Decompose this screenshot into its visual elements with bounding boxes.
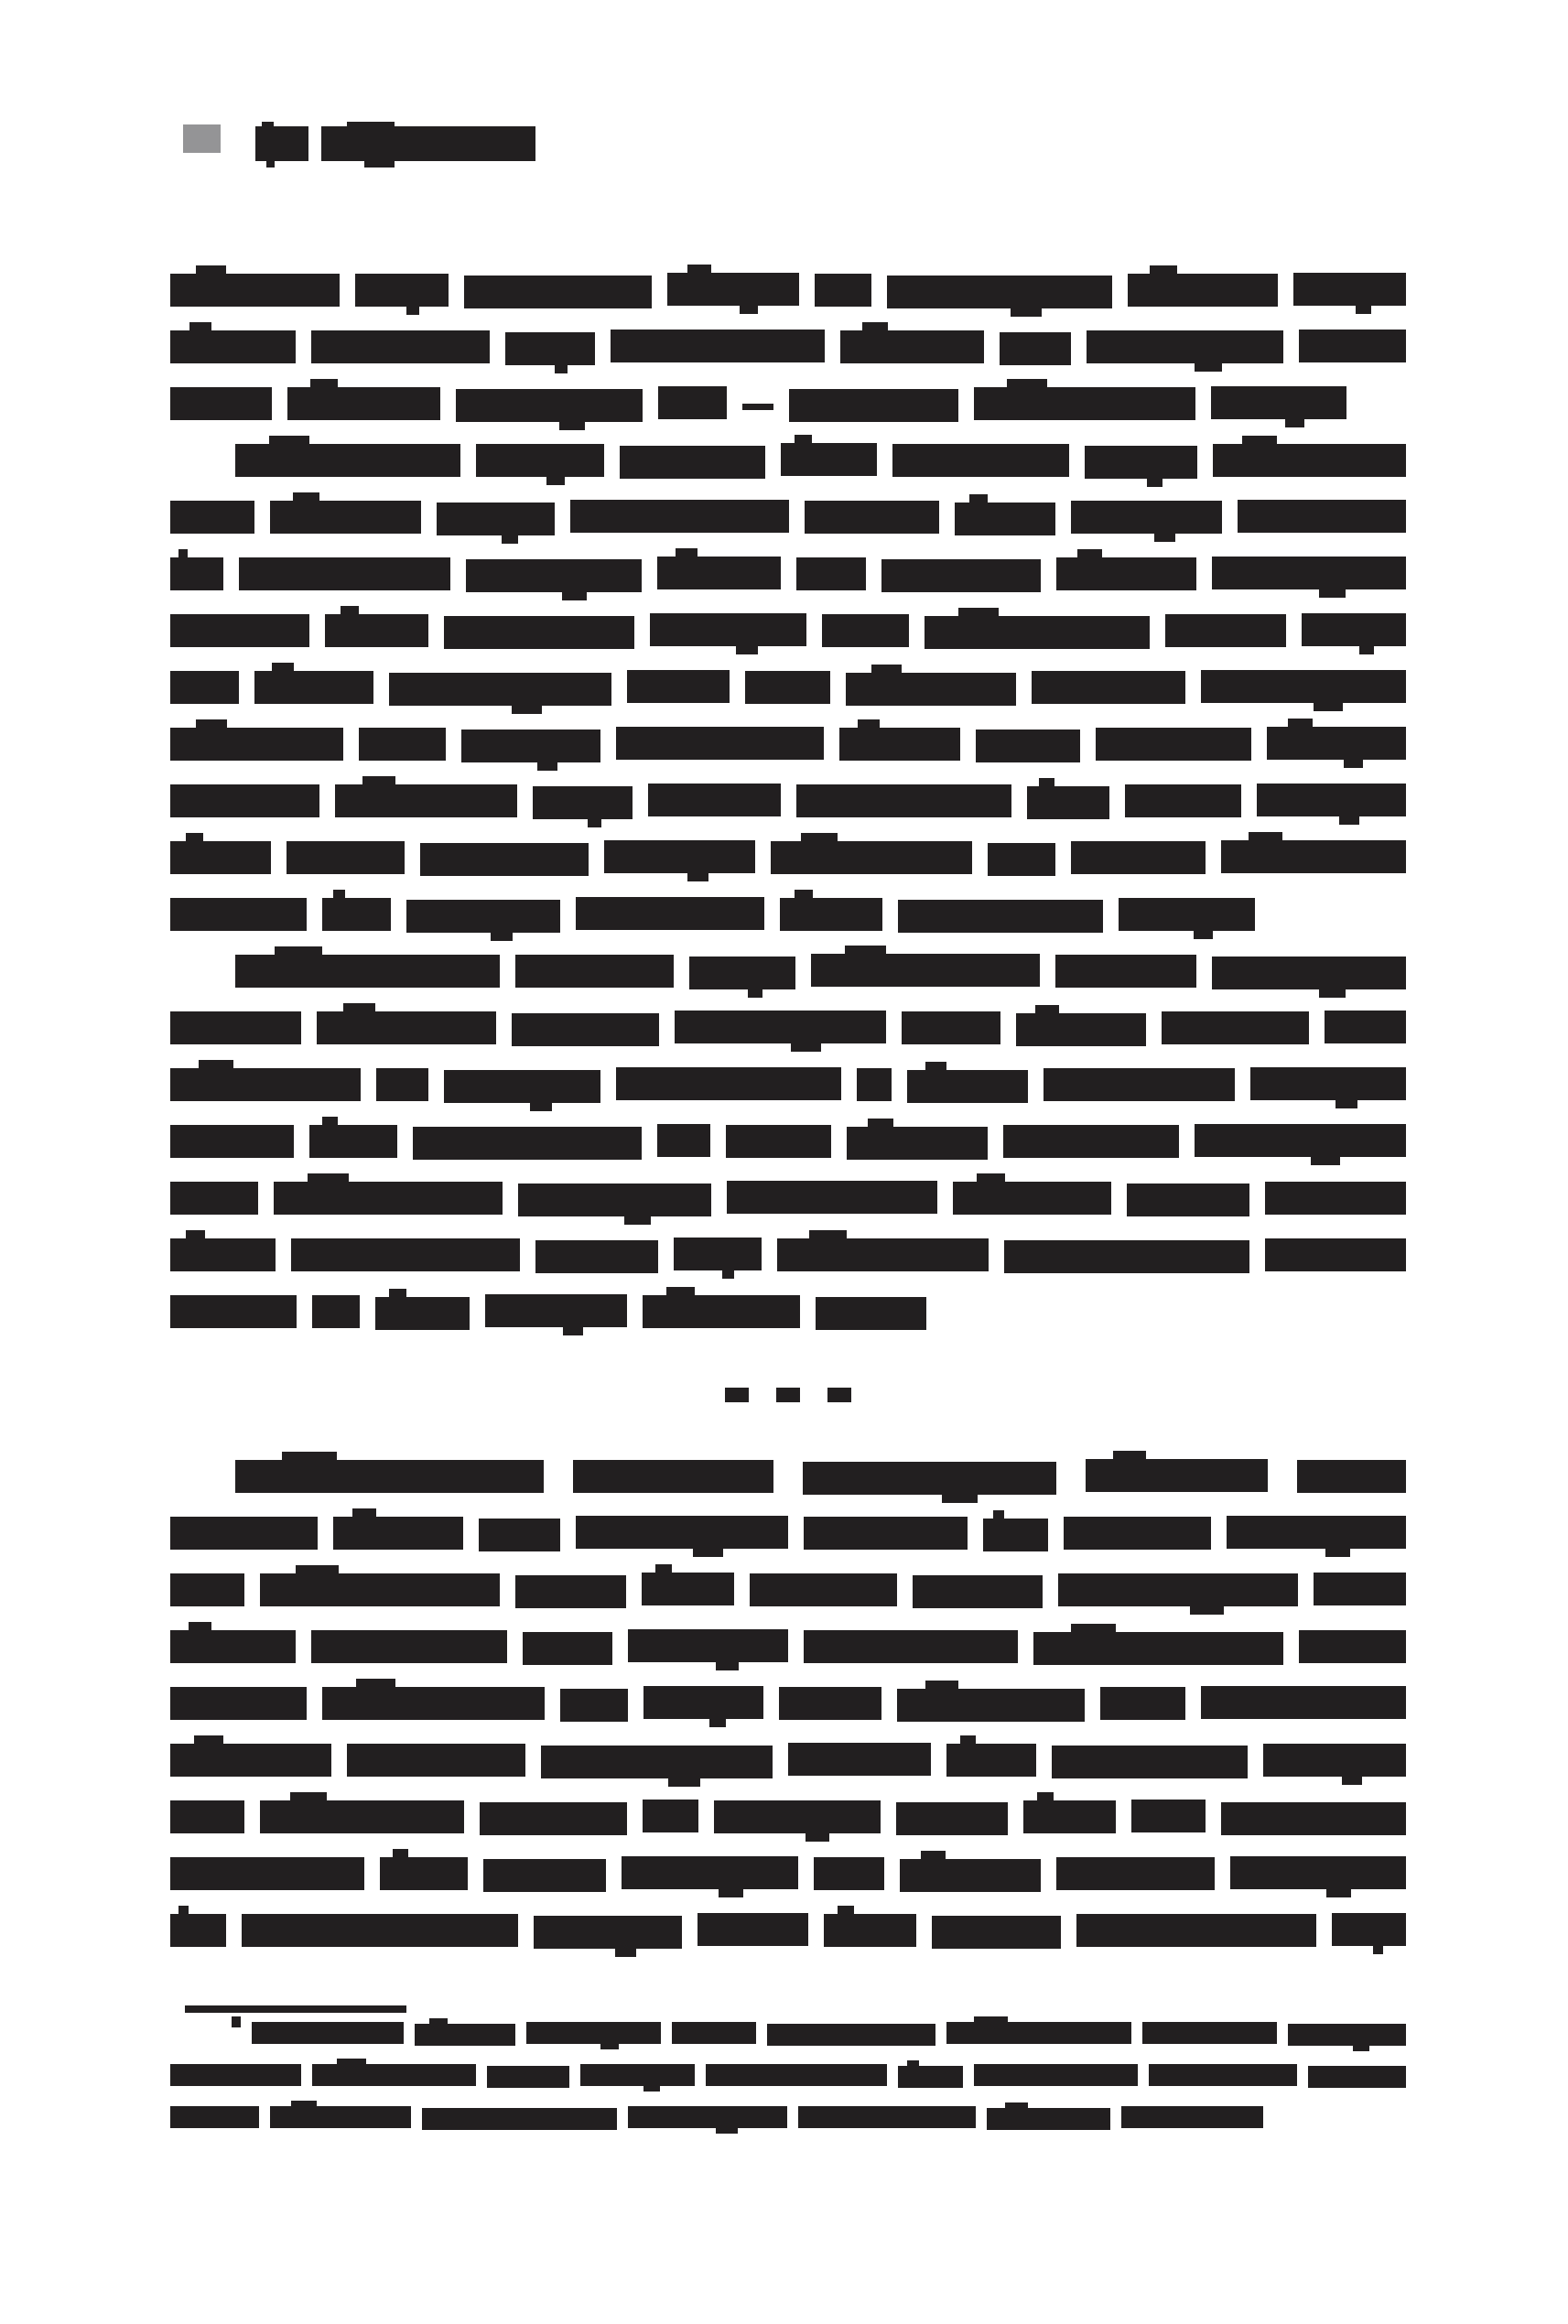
word-blob: [675, 1011, 887, 1043]
word-blob: [573, 1460, 773, 1493]
word-blob: [1221, 840, 1406, 873]
word-blob: [650, 613, 806, 646]
word-blob: [170, 1238, 276, 1271]
text-line: [170, 1509, 1406, 1566]
word-blob: [1096, 728, 1251, 761]
word-blob: [1056, 557, 1197, 590]
word-blob: [1195, 1124, 1406, 1157]
word-blob: [422, 2108, 617, 2130]
word-blob: [1032, 671, 1185, 704]
word-blob: [505, 332, 595, 365]
word-blob: [822, 614, 909, 647]
word-blob: [274, 1182, 503, 1215]
word-blob: [1027, 786, 1110, 819]
word-blob: [479, 1519, 560, 1551]
word-blob: [170, 2064, 301, 2086]
word-blob: [750, 1573, 897, 1606]
word-blob: [1213, 444, 1406, 477]
word-blob: [239, 557, 450, 590]
word-blob: [777, 1238, 988, 1271]
word-blob: [1212, 557, 1406, 589]
text-line: [170, 1118, 1406, 1174]
word-blob: [781, 443, 877, 476]
text-line: [170, 1566, 1406, 1623]
word-blob: [376, 1068, 428, 1101]
section-break-dot: [776, 1388, 800, 1402]
word-blob: [804, 1517, 967, 1550]
word-blob: [745, 671, 830, 704]
word-blob: [518, 1184, 711, 1216]
word-blob: [1086, 1459, 1267, 1492]
word-blob: [170, 1573, 244, 1606]
word-blob: [611, 330, 825, 362]
word-blob: [1033, 1632, 1283, 1665]
word-blob: [779, 1687, 881, 1720]
word-blob: [317, 1011, 496, 1044]
word-blob: [1076, 1914, 1316, 1947]
word-blob: [1071, 841, 1206, 874]
word-blob: [170, 1630, 296, 1663]
word-blob: [898, 900, 1103, 933]
word-blob: [170, 784, 319, 817]
section-break-dot: [827, 1388, 851, 1402]
word-blob: [170, 501, 254, 534]
word-blob: [857, 1068, 892, 1101]
text-line: [170, 266, 1406, 323]
word-blob: [242, 1914, 519, 1947]
header-title-word-blob: [255, 126, 308, 161]
word-blob: [483, 1859, 607, 1892]
text-line: [170, 1288, 926, 1345]
word-blob: [1121, 2106, 1263, 2128]
word-blob: [570, 500, 789, 533]
body-paragraph-2: [170, 437, 1406, 947]
word-blob: [541, 1746, 773, 1778]
word-blob: [1250, 1067, 1406, 1100]
word-blob: [796, 557, 867, 590]
word-blob: [643, 1686, 763, 1719]
word-blob: [658, 386, 726, 419]
word-blob: [1297, 1460, 1406, 1493]
word-blob: [232, 2016, 241, 2027]
text-line: [170, 1004, 1406, 1061]
word-blob: [1314, 1573, 1406, 1605]
word-blob: [170, 557, 223, 590]
word-blob: [657, 557, 781, 589]
word-blob: [461, 730, 600, 762]
word-blob: [896, 1802, 1007, 1835]
word-blob: [620, 446, 764, 479]
word-blob: [1267, 727, 1406, 760]
word-blob: [170, 1857, 364, 1890]
word-blob: [1227, 1516, 1406, 1549]
word-blob: [1127, 1184, 1249, 1216]
word-blob: [955, 503, 1055, 535]
word-blob: [1004, 1240, 1250, 1273]
body-paragraph-4: [170, 1453, 1406, 1963]
word-blob: [355, 274, 449, 307]
word-blob: [270, 501, 421, 534]
word-blob: [415, 2024, 515, 2046]
text-line: [170, 323, 1406, 380]
word-blob: [643, 1295, 800, 1328]
text-line: [170, 664, 1406, 720]
word-blob: [628, 2106, 787, 2128]
word-blob: [946, 1744, 1036, 1777]
word-blob: [780, 898, 882, 931]
word-blob: [170, 2106, 259, 2128]
header-marker-square: [183, 124, 221, 153]
word-blob: [359, 728, 446, 761]
text-line: [170, 777, 1406, 834]
text-line: [235, 437, 1406, 493]
word-blob: [456, 389, 643, 422]
text-line: [170, 380, 1346, 437]
text-line: [170, 1680, 1406, 1736]
word-blob: [974, 2064, 1138, 2086]
word-blob: [347, 1744, 525, 1777]
word-blob: [335, 784, 517, 817]
word-blob: [170, 614, 309, 647]
word-blob: [291, 1238, 520, 1271]
word-blob: [1308, 2066, 1406, 2088]
word-blob: [260, 1573, 500, 1606]
word-blob: [270, 2106, 412, 2128]
word-blob: [170, 274, 340, 307]
word-blob: [900, 1859, 1041, 1892]
word-blob: [312, 1295, 360, 1328]
word-blob: [706, 2064, 886, 2086]
word-blob: [1299, 1630, 1406, 1663]
text-line: [170, 2100, 1263, 2142]
text-line: [170, 493, 1406, 550]
word-blob: [987, 2108, 1110, 2130]
word-blob: [1238, 500, 1406, 533]
word-blob: [805, 501, 939, 534]
word-blob: [312, 2064, 476, 2086]
word-blob: [804, 1630, 1018, 1663]
word-blob: [322, 1687, 544, 1720]
word-blob: [726, 1125, 831, 1158]
word-blob: [311, 1630, 508, 1663]
word-blob: [907, 1070, 1029, 1103]
word-blob: [322, 898, 391, 931]
word-blob: [523, 1632, 612, 1665]
word-blob: [1299, 330, 1406, 362]
text-line: [170, 1231, 1406, 1288]
body-paragraph-3: [170, 947, 1406, 1345]
word-blob: [771, 841, 972, 874]
word-blob: [1125, 784, 1241, 817]
word-blob: [1003, 1125, 1179, 1158]
word-blob: [170, 1182, 258, 1215]
word-blob: [946, 2022, 1131, 2044]
word-blob: [1128, 274, 1278, 307]
word-blob: [798, 2106, 975, 2128]
word-blob: [1263, 1744, 1406, 1777]
word-blob: [444, 1070, 600, 1103]
word-blob: [1302, 613, 1406, 646]
word-blob: [576, 1516, 788, 1549]
word-blob: [816, 1297, 926, 1330]
word-blob: [897, 1689, 1085, 1722]
word-blob: [824, 1914, 916, 1947]
word-blob: [1325, 1011, 1406, 1043]
word-blob: [674, 1238, 762, 1270]
word-blob: [643, 1800, 698, 1832]
word-blob: [170, 1744, 331, 1777]
word-blob: [170, 1914, 226, 1947]
word-blob: [1201, 1686, 1406, 1719]
word-blob: [560, 1689, 629, 1722]
word-blob: [976, 730, 1080, 762]
word-blob: [252, 2022, 404, 2044]
word-blob: [170, 1295, 297, 1328]
word-blob: [1293, 273, 1406, 306]
word-blob: [170, 330, 296, 363]
text-line: [170, 720, 1406, 777]
word-blob: [287, 387, 440, 420]
word-blob: [444, 616, 634, 649]
word-blob: [170, 1687, 307, 1720]
word-blob: [1056, 1857, 1215, 1890]
word-blob: [788, 1743, 931, 1776]
word-blob: [814, 1857, 884, 1890]
text-line: [170, 1850, 1406, 1907]
word-blob: [1142, 2022, 1277, 2044]
word-blob: [1288, 2024, 1406, 2046]
word-blob: [309, 1125, 397, 1158]
section-break: [170, 1388, 1406, 1402]
word-blob: [1149, 2064, 1296, 2086]
word-blob: [235, 444, 460, 477]
word-blob: [840, 330, 983, 363]
word-blob: [803, 1462, 1057, 1495]
word-blob: [796, 784, 1011, 817]
text-line: [235, 1453, 1406, 1509]
word-blob: [1087, 330, 1283, 363]
word-blob: [898, 2066, 964, 2088]
word-blob: [627, 670, 730, 703]
word-blob: [533, 786, 633, 819]
word-blob: [170, 1800, 244, 1833]
word-blob: [767, 2024, 935, 2046]
word-blob: [648, 784, 781, 816]
header-title-word-blob: [321, 126, 535, 161]
text-line: [235, 947, 1406, 1004]
word-blob: [526, 2022, 661, 2044]
word-blob: [697, 1913, 808, 1946]
word-blob: [789, 389, 959, 422]
word-blob: [1212, 957, 1406, 989]
word-blob: [667, 273, 799, 306]
text-line: [170, 1793, 1406, 1850]
word-blob: [1332, 1913, 1406, 1946]
word-blob: [406, 900, 560, 933]
word-blob: [576, 897, 763, 930]
text-line: [170, 1736, 1406, 1793]
word-blob: [616, 1067, 841, 1100]
word-blob: [1265, 1182, 1406, 1215]
word-blob: [714, 1800, 881, 1833]
word-blob: [1230, 1856, 1406, 1889]
word-blob: [1016, 1013, 1147, 1046]
word-blob: [333, 1517, 464, 1550]
text-line: [170, 1174, 1406, 1231]
word-blob: [1119, 898, 1255, 931]
word-blob: [287, 841, 405, 874]
word-blob: [657, 1124, 710, 1157]
word-blob: [1165, 614, 1287, 647]
word-blob: [170, 387, 272, 420]
word-blob: [254, 671, 374, 704]
word-blob: [515, 955, 674, 988]
word-blob: [742, 404, 773, 410]
word-blob: [170, 728, 343, 761]
word-blob: [1052, 1746, 1249, 1778]
word-blob: [476, 444, 605, 477]
word-blob: [437, 503, 555, 535]
word-blob: [170, 1068, 361, 1101]
word-blob: [953, 1182, 1111, 1215]
running-header-title: [255, 122, 535, 161]
word-blob: [1044, 1068, 1234, 1101]
text-line: [170, 607, 1406, 664]
word-blob: [672, 2022, 756, 2044]
word-blob: [389, 673, 611, 706]
text-line: [170, 891, 1255, 947]
word-blob: [1000, 332, 1071, 365]
word-blob: [464, 276, 652, 308]
word-blob: [988, 843, 1055, 876]
word-blob: [170, 841, 271, 874]
word-blob: [887, 276, 1112, 308]
word-blob: [932, 1916, 1061, 1949]
word-blob: [628, 1629, 789, 1662]
text-line: [170, 550, 1406, 607]
word-blob: [260, 1800, 464, 1833]
word-blob: [881, 559, 1040, 592]
word-blob: [616, 727, 824, 760]
word-blob: [1265, 1238, 1406, 1271]
word-blob: [311, 330, 490, 363]
word-blob: [1100, 1687, 1185, 1720]
footnote: [170, 2016, 1406, 2142]
word-blob: [1064, 1517, 1211, 1550]
word-blob: [1221, 1802, 1406, 1835]
word-blob: [170, 1011, 301, 1044]
word-blob: [815, 274, 871, 307]
word-blob: [1201, 670, 1406, 703]
body-paragraph-1: [170, 266, 1406, 437]
word-blob: [983, 1519, 1048, 1551]
word-blob: [170, 671, 239, 704]
word-blob: [325, 614, 429, 647]
text-line: [170, 1061, 1406, 1118]
word-blob: [487, 2066, 569, 2088]
text-line: [170, 1907, 1406, 1963]
word-blob: [466, 559, 642, 592]
word-blob: [892, 444, 1069, 477]
word-blob: [1211, 386, 1346, 419]
word-blob: [846, 673, 1017, 706]
footnote-rule: [185, 2005, 406, 2013]
section-break-dot: [725, 1388, 749, 1402]
word-blob: [642, 1573, 734, 1605]
word-blob: [847, 1127, 988, 1160]
word-blob: [1257, 784, 1406, 816]
word-blob: [689, 957, 795, 989]
word-blob: [485, 1294, 627, 1327]
word-blob: [1085, 446, 1197, 479]
text-line: [232, 2016, 1406, 2058]
word-blob: [1131, 1800, 1206, 1832]
word-blob: [413, 1127, 642, 1160]
word-blob: [974, 387, 1195, 420]
word-blob: [170, 1125, 294, 1158]
word-blob: [375, 1297, 470, 1330]
word-blob: [420, 843, 589, 876]
word-blob: [1058, 1573, 1298, 1606]
word-blob: [604, 840, 755, 873]
word-blob: [480, 1802, 628, 1835]
word-blob: [1055, 955, 1196, 988]
word-blob: [515, 1575, 626, 1608]
word-blob: [170, 898, 307, 931]
text-line: [170, 1623, 1406, 1680]
word-blob: [913, 1575, 1042, 1608]
word-blob: [622, 1856, 797, 1889]
word-blob: [811, 954, 1040, 987]
word-blob: [1162, 1011, 1309, 1044]
word-blob: [380, 1857, 468, 1890]
word-blob: [839, 728, 961, 761]
word-blob: [535, 1240, 658, 1273]
text-line: [170, 2058, 1406, 2100]
word-blob: [1023, 1800, 1116, 1833]
text-line: [170, 834, 1406, 891]
word-blob: [925, 616, 1150, 649]
word-blob: [727, 1181, 937, 1214]
word-blob: [512, 1013, 659, 1046]
word-blob: [580, 2064, 695, 2086]
word-blob: [235, 955, 500, 988]
word-blob: [170, 1517, 318, 1550]
word-blob: [235, 1460, 544, 1493]
word-blob: [1071, 501, 1222, 534]
word-blob: [534, 1916, 681, 1949]
word-blob: [902, 1011, 1000, 1044]
